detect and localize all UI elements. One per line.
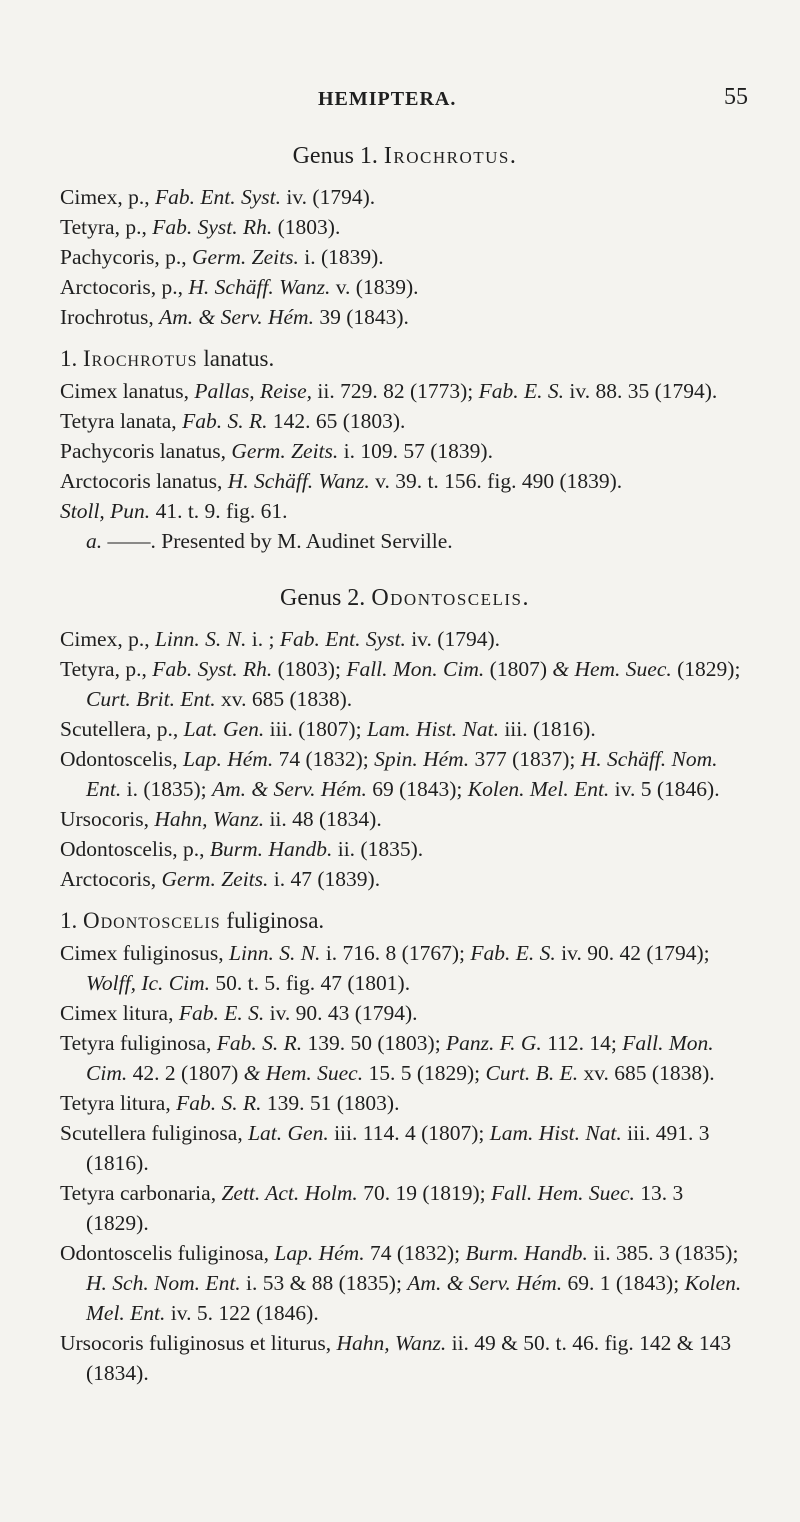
citation-source: Fall. Mon. Cim. [86,1031,714,1085]
citation-source: Panz. F. G. [446,1031,542,1055]
citation-source: Germ. Zeits. [231,439,339,463]
citation-source: Fab. Ent. Syst. [154,185,281,209]
citation-line [60,466,750,496]
citation-line [60,1178,750,1238]
citation-text: Arctocoris, [60,867,162,891]
citation-text: Arctocoris, p., [60,275,189,299]
citation-source: Am. & Serv. Hém. [159,305,314,329]
species-genus: Irochrotus [83,346,198,371]
citation-text: Tetyra lanata, [60,409,183,433]
citation-source: Lat. Gen. [248,1121,329,1145]
page-body [60,140,750,1388]
citation-text: iv. 5 (1846). [609,777,720,801]
citation-text: Odontoscelis fuliginosa, [60,1241,275,1265]
citation-text: iii. (1807); [264,717,367,741]
citation-text: Pachycoris, p., [60,245,192,269]
citation-source: Hahn, Wanz. [336,1331,447,1355]
citation-text: 69 (1843); [366,777,468,801]
citation-line [60,1118,750,1178]
citation-source: Stoll, Pun. [60,499,151,523]
citation-text: xv. 685 (1838). [578,1061,715,1085]
citation-source: Lat. Gen. [183,717,265,741]
citation-source: Fall. Hem. Suec. [490,1181,635,1205]
citation-line [60,1088,750,1118]
genus-2-synonymy [60,624,750,894]
citation-text: i. 47 (1839). [268,867,381,891]
citation-source: Fab. S. R. [176,1091,262,1115]
citation-source: Germ. Zeits. [191,245,299,269]
citation-text: (1807) [484,657,553,681]
citation-text: Arctocoris lanatus, [60,469,228,493]
citation-text: 15. 5 (1829); [363,1061,486,1085]
citation-text: 39 (1843). [313,305,409,329]
genus-heading-2 [60,582,750,614]
citation-text: xv. 685 (1838). [215,687,353,711]
citation-line [60,938,750,998]
citation-text: i. 716. 8 (1767); [320,941,471,965]
citation-source: Wolff, Ic. Cim. [86,971,211,995]
citation-line [60,654,750,714]
citation-text: 139. 51 (1803). [261,1091,400,1115]
citation-text: 70. 19 (1819); [357,1181,491,1205]
citation-text: 42. 2 (1807) [127,1061,244,1085]
citation-source: Fab. E. S. [470,941,556,965]
species-number: 1. [60,908,78,933]
citation-text: Tetyra carbonaria, [60,1181,222,1205]
citation-source: Curt. B. E. [485,1061,579,1085]
citation-source: Curt. Brit. Ent. [86,687,216,711]
running-head [0,84,800,124]
citation-text: ii. (1835). [332,837,424,861]
citation-text: (1803). [272,215,341,239]
citation-source: Linn. S. N. [154,627,247,651]
citation-source: Lam. Hist. Nat. [489,1121,622,1145]
citation-source: Fab. E. S. [178,1001,265,1025]
citation-text: Ursocoris, [60,807,155,831]
citation-text: iii. 491. 3 (1816). [86,1121,710,1175]
species-heading-2 [60,906,750,936]
citation-source: Pallas, Reise, [194,379,312,403]
citation-text: ii. 729. 82 (1773); [312,379,479,403]
citation-line [60,864,750,894]
citation-source: Fab. Ent. Syst. [279,627,406,651]
citation-text: Tetyra, p., [60,215,153,239]
citation-text: iv. (1794). [405,627,500,651]
running-head-title: HEMIPTERA. [318,88,457,110]
citation-source: H. Sch. Nom. Ent. [86,1271,241,1295]
citation-source: Linn. S. N. [229,941,321,965]
citation-text: 74 (1832); [273,747,375,771]
citation-text: ii. 49 & 50. t. 46. fig. 142 & 143 (1834). [86,1331,732,1385]
citation-text: i. 53 & 88 (1835); [240,1271,408,1295]
citation-line [60,496,750,526]
citation-text: i. (1839). [298,245,384,269]
citation-text: 142. 65 (1803). [267,409,406,433]
citation-source: Lap. Hém. [274,1241,365,1265]
citation-text: 69. 1 (1843); [562,1271,685,1295]
citation-text: 50. t. 5. fig. 47 (1801). [210,971,411,995]
citation-line [60,804,750,834]
citation-text: 377 (1837); [469,747,581,771]
citation-text: Odontoscelis, p., [60,837,210,861]
genus-heading-name: Odontoscelis. [371,585,531,611]
citation-line [60,714,750,744]
genus-1-synonymy [60,182,750,332]
citation-text: (1803); [272,657,347,681]
citation-line [60,998,750,1028]
citation-text: i. (1835); [121,777,213,801]
citation-text: Odontoscelis, [60,747,184,771]
citation-text: Irochrotus, [60,305,160,329]
citation-source: Hahn, Wanz. [154,807,265,831]
citation-source: & Hem. Suec. [552,657,672,681]
citation-text: 112. 14; [541,1031,623,1055]
citation-source: Fab. Syst. Rh. [152,657,273,681]
citation-text: Cimex, p., [60,185,155,209]
citation-text: ii. 48 (1834). [264,807,382,831]
citation-text: iv. 88. 35 (1794). [564,379,718,403]
citation-text: v. (1839). [330,275,419,299]
citation-source: H. Schäff. Nom. Ent. [86,747,718,801]
citation-text: iv. (1794). [280,185,376,209]
citation-text: Cimex lanatus, [60,379,195,403]
species-1-references [60,376,750,526]
citation-line [60,242,750,272]
citation-text: (1829); [671,657,741,681]
citation-text: iv. 5. 122 (1846). [165,1301,319,1325]
genus-heading-1 [60,140,750,172]
species-heading-1 [60,344,750,374]
citation-text: iv. 90. 42 (1794); [555,941,710,965]
citation-line [60,1238,750,1328]
citation-source: Am. & Serv. Hém. [212,777,367,801]
citation-text: Scutellera fuliginosa, [60,1121,249,1145]
citation-text: ii. 385. 3 (1835); [587,1241,739,1265]
citation-source: Spin. Hém. [374,747,470,771]
citation-line [60,1328,750,1388]
specimen-letter: a. [86,529,103,553]
citation-text: v. 39. t. 156. fig. 490 (1839). [369,469,623,493]
citation-text: 74 (1832); [364,1241,466,1265]
citation-source: Kolen. Mel. Ent. [86,1271,742,1325]
genus-heading-prefix: Genus 1. [292,143,378,169]
citation-text: i. ; [246,627,280,651]
citation-text: Pachycoris lanatus, [60,439,232,463]
citation-source: H. Schäff. Wanz. [227,469,370,493]
citation-line [60,1028,750,1088]
citation-line [60,436,750,466]
citation-line [60,272,750,302]
citation-text: Scutellera, p., [60,717,184,741]
citation-line [60,182,750,212]
page-number: 55 [724,84,748,110]
citation-source: Lap. Hém. [183,747,274,771]
citation-text: Tetyra fuliginosa, [60,1031,217,1055]
citation-source: Fab. S. R. [182,409,268,433]
citation-line [60,212,750,242]
species-epithet: lanatus. [203,346,275,371]
citation-text: Cimex, p., [60,627,155,651]
genus-heading-name: Irochrotus. [383,143,518,169]
species-epithet: fuliginosa. [226,908,325,933]
citation-line [60,302,750,332]
species-2-references [60,938,750,1388]
citation-source: Burm. Handb. [465,1241,588,1265]
citation-text: Tetyra litura, [60,1091,177,1115]
species-genus: Odontoscelis [83,908,221,933]
citation-line [60,624,750,654]
citation-text: Cimex litura, [60,1001,179,1025]
citation-source: & Hem. Suec. [243,1061,364,1085]
citation-source: Kolen. Mel. Ent. [467,777,610,801]
citation-line [60,376,750,406]
citation-source: Fab. Syst. Rh. [152,215,273,239]
citation-text: 41. t. 9. fig. 61. [150,499,288,523]
citation-line [60,834,750,864]
citation-source: Lam. Hist. Nat. [366,717,499,741]
genus-heading-prefix: Genus 2. [279,585,366,611]
citation-text: 139. 50 (1803); [302,1031,447,1055]
citation-text: Cimex fuliginosus, [60,941,230,965]
citation-source: Fab. S. R. [216,1031,303,1055]
citation-line [60,744,750,804]
species-number: 1. [60,346,78,371]
citation-source: Fab. E. S. [478,379,565,403]
citation-source: Burm. Handb. [209,837,333,861]
citation-source: Fall. Mon. Cim. [346,657,485,681]
citation-text: Tetyra, p., [60,657,153,681]
citation-text: 13. 3 (1829). [86,1181,684,1235]
citation-source: Am. & Serv. Hém. [407,1271,563,1295]
specimen-text: ——. Presented by M. Audinet Serville. [107,529,453,553]
citation-source: H. Schäff. Wanz. [188,275,331,299]
citation-text: iii. 114. 4 (1807); [328,1121,490,1145]
specimen-note [86,526,750,556]
citation-line [60,406,750,436]
citation-source: Germ. Zeits. [161,867,269,891]
citation-text: Ursocoris fuliginosus et liturus, [60,1331,337,1355]
citation-source: Zett. Act. Holm. [221,1181,358,1205]
citation-text: iv. 90. 43 (1794). [264,1001,418,1025]
citation-text: iii. (1816). [498,717,596,741]
citation-text: i. 109. 57 (1839). [338,439,493,463]
